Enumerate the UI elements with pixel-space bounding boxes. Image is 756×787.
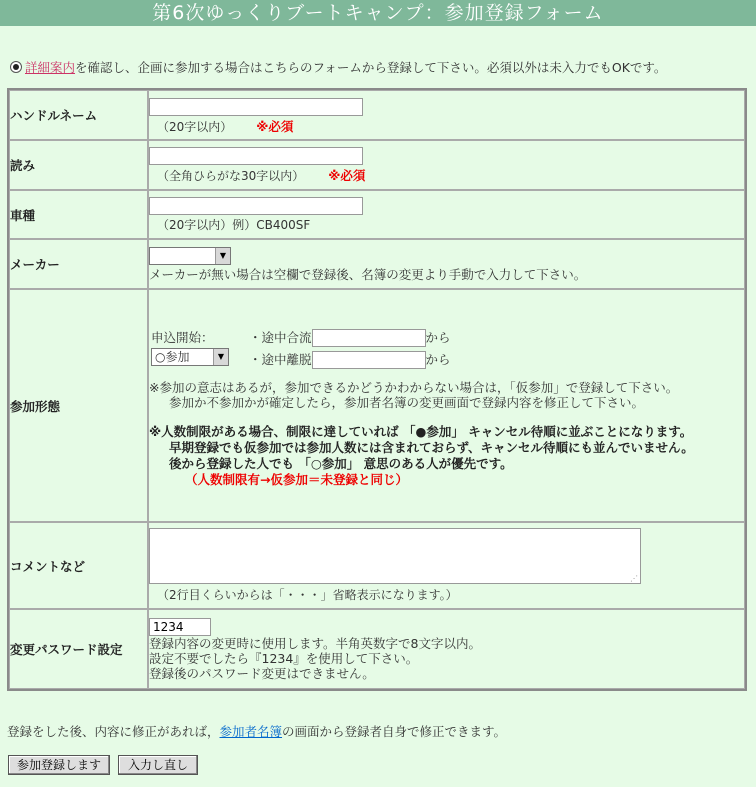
label-vehicle: 車種 [9,190,148,239]
handle-required: ※必須 [256,118,294,134]
footer-post: の画面から登録者自身で修正できます。 [282,724,507,739]
join-suffix: から [425,329,451,345]
note-red: （人数制限有→仮参加＝未登録と同じ） [185,471,408,487]
note-confirm: 参加か不参加かが確定したら，参加者名簿の変更画面で登録内容を修正して下さい。 [169,394,645,410]
chevron-down-icon: ▼ [215,248,230,264]
leave-input[interactable] [312,351,426,369]
radio-icon[interactable] [10,61,22,73]
row-maker [9,239,745,289]
note-early: 早期登録でも仮参加では参加人数には含まれておらず、キャンセル待順にも並んでいません。 [169,439,694,455]
vehicle-hint: （20字以内）例）CB400SF [157,218,311,232]
submit-button[interactable]: 参加登録します [8,755,110,775]
note-limit: ※人数制限がある場合、制限に達していれば 「●参加」 キャンセル待順に並ぶことになります。 [149,423,693,439]
comment-hint: （2行目くらいからは「・・・」省略表示になります。） [157,588,458,602]
label-maker: メーカー [9,239,148,289]
row-vehicle [9,190,745,239]
vehicle-input[interactable] [149,197,363,215]
footer-text [7,722,506,740]
yomi-hint: （全角ひらがな30字以内） [157,169,305,183]
intro-message: を確認し、企画に参加する場合はこちらのフォームから登録して下さい。必須以外は未入力でもOKです。 [75,60,667,75]
reset-button[interactable]: 入力し直し [118,755,198,775]
password-input[interactable]: 1234 [149,618,211,636]
password-note-2: 設定不要でしたら『1234』を使用して下さい。 [149,650,419,666]
handle-hint: （20字以内） [157,119,233,134]
label-style: 参加形態 [9,289,148,522]
note-priority: 後から登録した人でも 「○参加」 意思のある人が優先です。 [169,455,513,471]
chevron-down-icon: ▼ [213,349,228,365]
maker-note: メーカーが無い場合は空欄で登録後、名簿の変更より手動で入力して下さい。 [149,266,587,282]
start-select[interactable]: ○参加 ▼ [151,348,229,366]
registration-form [7,88,747,691]
yomi-required: ※必須 [328,168,366,183]
leave-label: ・途中離脱 [249,351,312,367]
row-style [9,289,745,522]
yomi-input[interactable] [149,147,363,165]
details-link[interactable]: 詳細案内 [25,60,76,75]
password-note-1: 登録内容の変更時に使用します。半角英数字で8文字以内。 [149,635,481,651]
handle-input[interactable] [149,98,363,116]
join-label: ・途中合流 [249,329,312,345]
comment-textarea[interactable] [149,528,641,584]
start-label: 申込開始： [151,329,214,345]
password-note-3: 登録後のパスワード変更はできません。 [149,665,375,681]
resize-handle-icon[interactable]: ⋰ [630,574,638,583]
footer-pre: 登録をした後、内容に修正があれば， [7,724,220,739]
join-input[interactable] [312,329,426,347]
intro-text [10,58,750,76]
row-comment [9,522,745,609]
label-handle: ハンドルネーム [9,90,148,140]
row-password [9,609,745,689]
maker-select[interactable] [149,247,231,265]
label-password: 変更パスワード設定 [9,609,148,689]
label-yomi: 読み [9,140,148,190]
label-comment: コメントなど [9,522,148,609]
member-list-link[interactable]: 参加者名簿 [219,724,283,739]
row-handle [9,90,745,140]
row-yomi [9,140,745,190]
page-title: 第6次ゆっくりブートキャンプ：参加登録フォーム [0,0,756,26]
leave-suffix: から [425,351,451,367]
note-provisional: ※参加の意志はあるが，参加できるかどうかわからない場合は，「仮参加」で登録して下さい。 [149,379,679,395]
